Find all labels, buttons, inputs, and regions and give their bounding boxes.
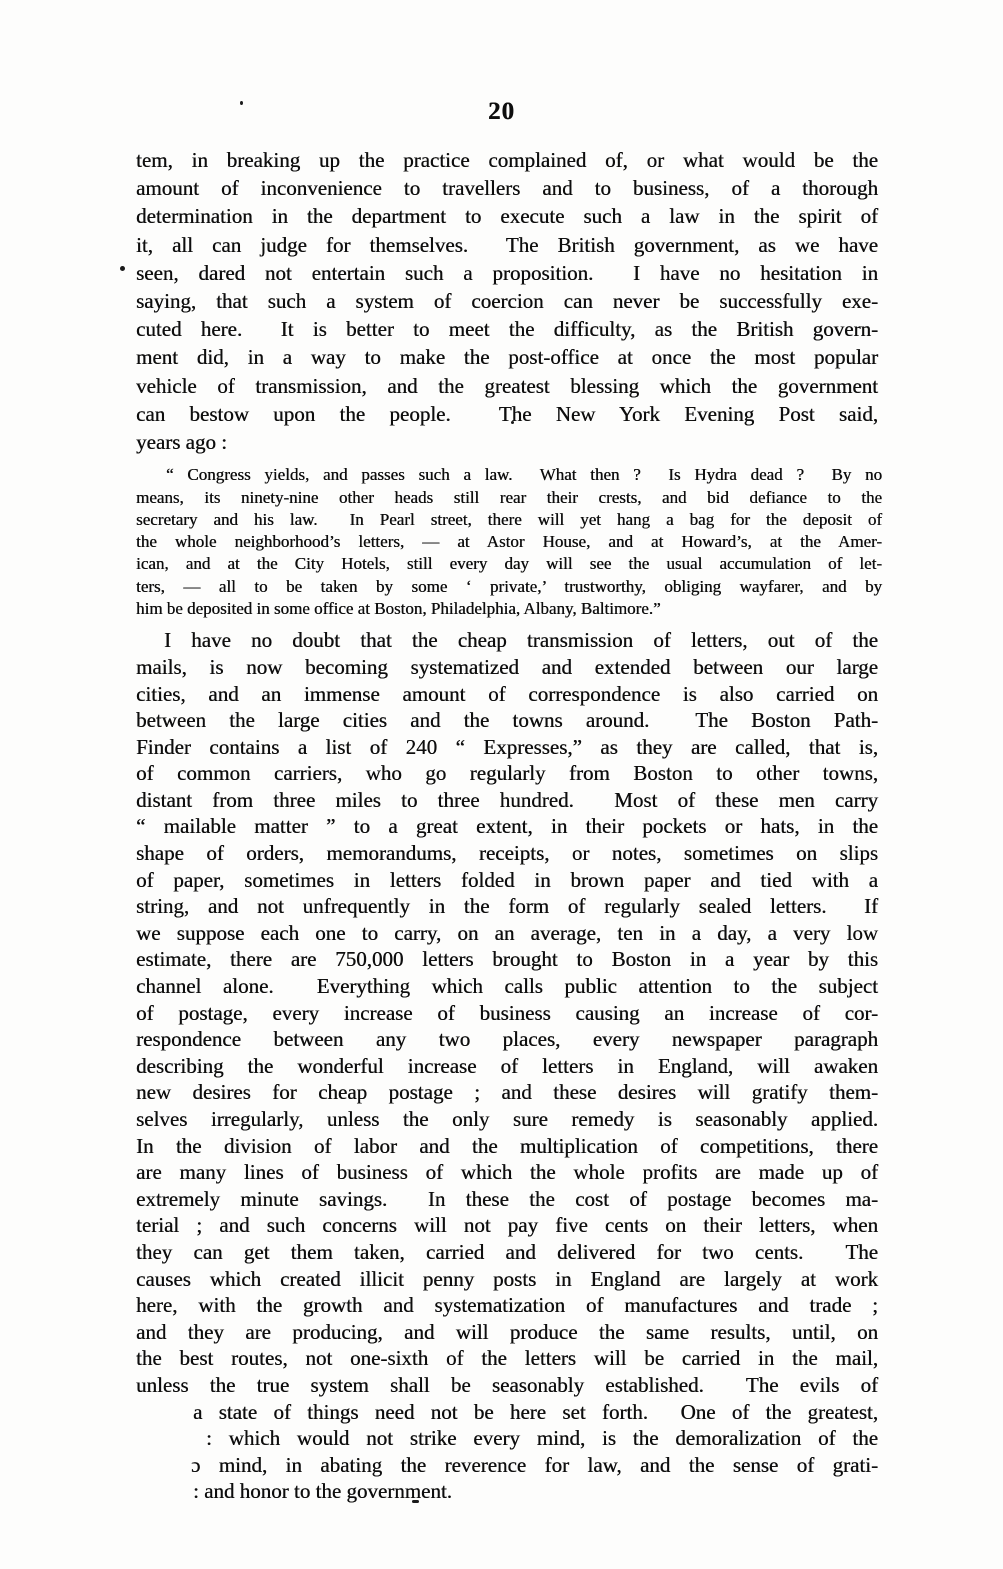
text-line: years ago : — [136, 430, 227, 455]
text-line: string, and not unfrequently in the form of regularly sealed letters. If — [136, 894, 878, 919]
text-line: here, with the growth and systematization of manufactures and trade ; — [136, 1293, 878, 1318]
text-line: “ Congress yields, and passes such a law. What then ? Is Hydra dead ? By no — [166, 465, 882, 485]
text-line: and they are producing, and will produce the same results, until, on — [136, 1319, 878, 1344]
text-line: the best routes, not one-sixth of the letters will be carried in the mail, — [136, 1346, 878, 1371]
text-line: unless the true system shall be seasonably established. The evils of — [136, 1372, 878, 1397]
text-line: it, all can judge for themselves. The British government, as we have — [136, 232, 878, 257]
text-line: terial ; and such concerns will not pay five cents on their letters, when — [136, 1213, 878, 1238]
text-line: seen, dared not entertain such a proposition. I have no hesitation in — [136, 260, 878, 285]
text-line: of postage, every increase of business causing an increase of cor- — [136, 1000, 878, 1025]
text-line: means, its ninety-nine other heads still rear their crests, and bid defiance to the — [136, 487, 882, 507]
text-line: determination in the department to execute such a law in the spirit of — [136, 204, 878, 229]
margin-bullet-mark — [120, 266, 125, 271]
text-line: new desires for cheap postage ; and these desires will gratify them- — [136, 1080, 878, 1105]
text-line: : and honor to the government. — [193, 1479, 452, 1504]
text-line: vehicle of transmission, and the greatest blessing which the government — [136, 373, 878, 398]
text-line: we suppose each one to carry, on an average, ten in a day, a very low — [136, 920, 878, 945]
text-line: can bestow upon the people. The New York Evening Post said, — [136, 401, 878, 426]
text-line: mails, is now becoming systematized and extended between our large — [136, 654, 878, 679]
text-line: : which would not strike every mind, is the demoralization of the — [206, 1426, 878, 1451]
text-line: estimate, there are 750,000 letters brought to Boston in a year by this — [136, 947, 878, 972]
text-line: selves irregularly, unless the only sure remedy is seasonably applied. — [136, 1107, 878, 1131]
newspaper-blockquote — [136, 464, 882, 620]
text-line: him be deposited in some office at Boston, Philadelphia, Albany, Baltimore.” — [136, 599, 661, 619]
text-line: In the division of labor and the multiplication of competitions, there — [136, 1133, 878, 1158]
text-line: ɔ mind, in abating the reverence for law, and the sense of grati- — [191, 1452, 878, 1477]
page-number: 20 — [488, 98, 515, 125]
text-line: ican, and at the City Hotels, still every day will see the usual accumulation of let- — [136, 554, 882, 574]
text-line: of paper, sometimes in letters folded in brown paper and tied with a — [136, 867, 878, 892]
text-line: they can get them taken, carried and delivered for two cents. The — [136, 1239, 878, 1264]
text-line: are many lines of business of which the whole profits are made up of — [136, 1160, 878, 1185]
text-line: cuted here. It is better to meet the difficulty, as the British govern- — [136, 317, 878, 342]
text-line: channel alone. Everything which calls public attention to the subject — [136, 974, 878, 999]
text-line: distant from three miles to three hundred. Most of these men carry — [136, 787, 878, 812]
text-line: describing the wonderful increase of letters in England, will awaken — [136, 1053, 878, 1078]
text-line: ters, — all to be taken by some ‘ private,’ trustworthy, obliging wayfarer, and by — [136, 576, 882, 596]
text-line: amount of inconvenience to travellers and to business, of a thorough — [136, 176, 878, 201]
text-line: a state of things need not be here set forth. One of the greatest, — [193, 1399, 878, 1424]
text-line: respondence between any two places, every newspaper paragraph — [136, 1027, 878, 1052]
text-line: extremely minute savings. In these the cost of postage becomes ma- — [136, 1186, 878, 1211]
text-line: shape of orders, memorandums, receipts, or notes, sometimes on slips — [136, 841, 878, 866]
text-line: cities, and an immense amount of correspondence is also carried on — [136, 681, 878, 706]
opening-paragraph — [136, 146, 878, 456]
text-line: ment did, in a way to make the post-office at once the most popular — [136, 345, 878, 370]
text-block — [136, 146, 882, 1505]
ink-speck — [240, 101, 243, 105]
text-line: the whole neighborhood’s letters, — at Astor House, and at Howard’s, at the Amer- — [136, 532, 882, 552]
text-line: saying, that such a system of coercion can never be successfully exe- — [136, 289, 878, 314]
text-line: secretary and his law. In Pearl street, there will yet hang a bag for the deposit of — [136, 509, 882, 529]
text-line: Finder contains a list of 240 “ Expresses,” as they are called, that is, — [136, 734, 878, 759]
text-line: between the large cities and the towns around. The Boston Path- — [136, 708, 878, 733]
text-line: of common carriers, who go regularly from Boston to other towns, — [136, 761, 878, 786]
text-line: tem, in breaking up the practice complained of, or what would be the — [136, 148, 878, 172]
main-paragraph — [136, 627, 878, 1505]
text-line: I have no doubt that the cheap transmission of letters, out of the — [164, 628, 878, 653]
text-line: causes which created illicit penny posts in England are largely at work — [136, 1266, 878, 1291]
text-line: “ mailable matter ” to a great extent, in their pockets or hats, in the — [136, 814, 878, 839]
